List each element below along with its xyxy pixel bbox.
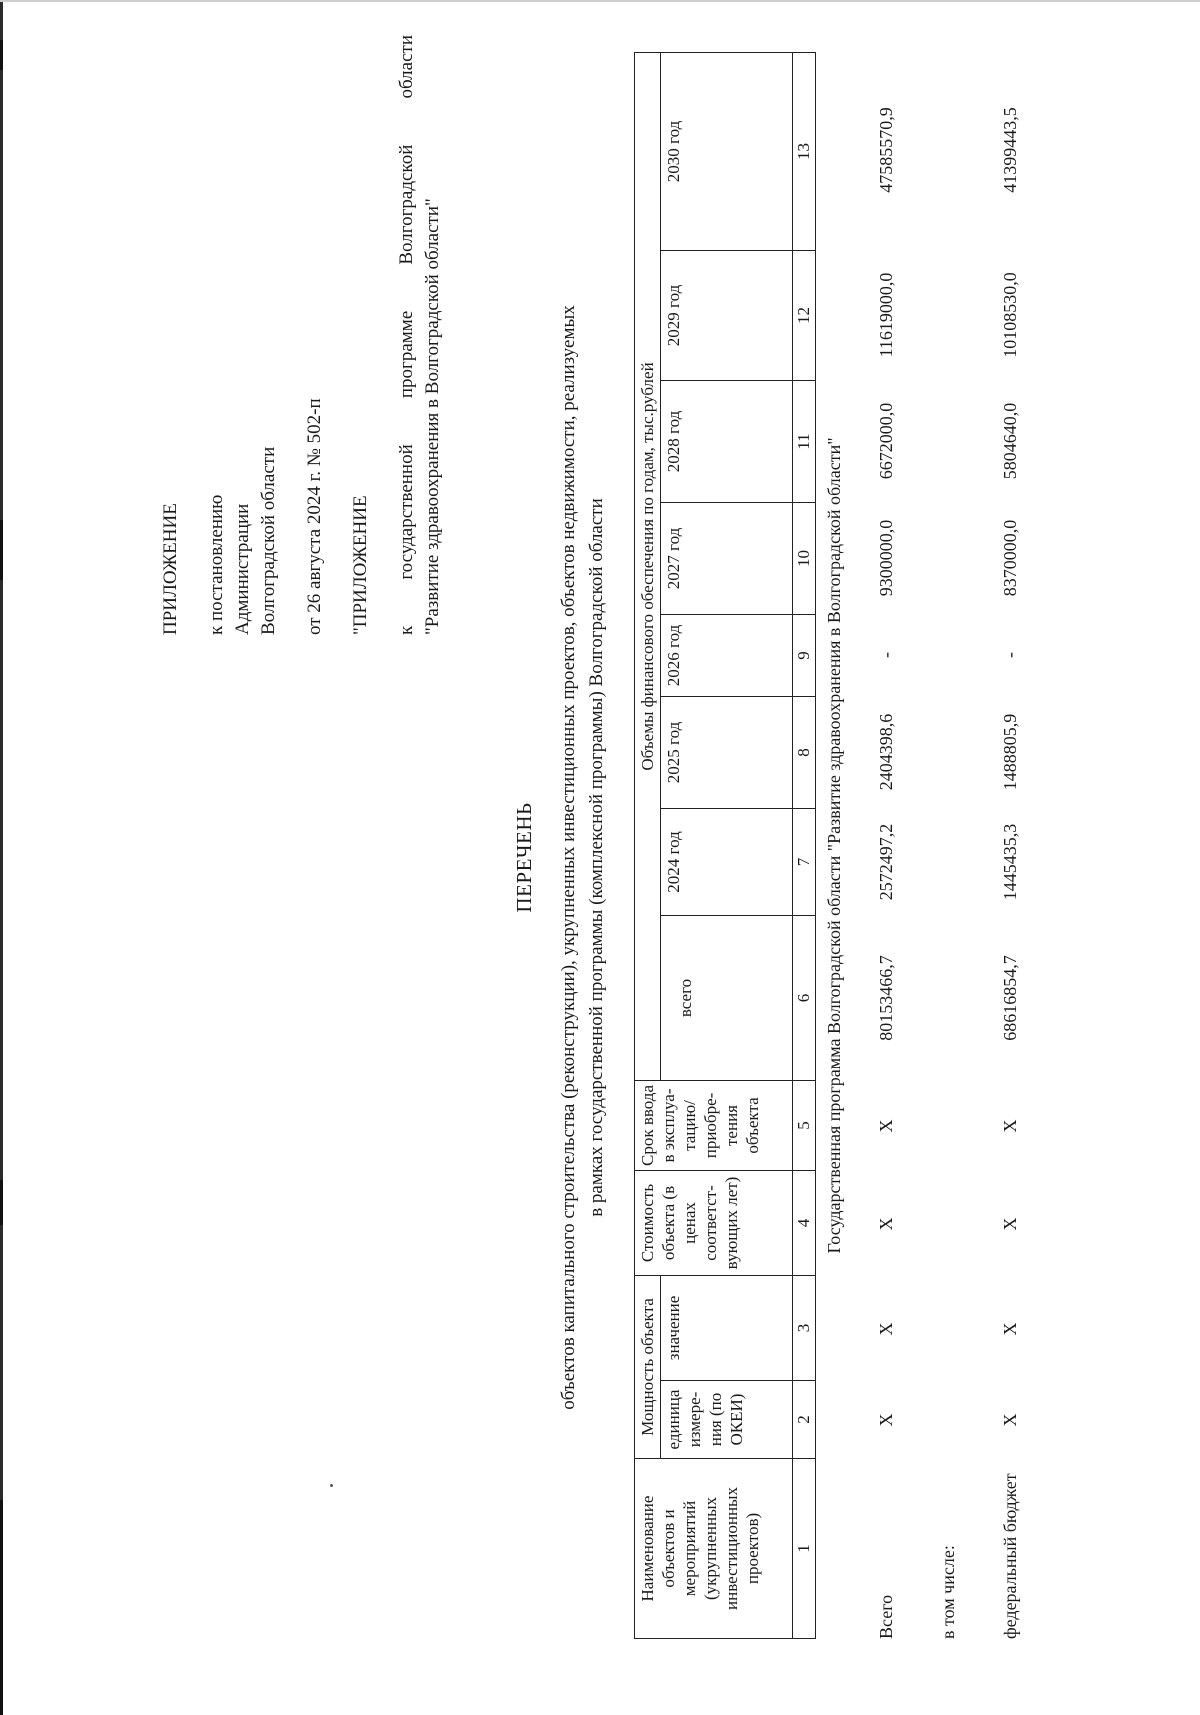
column-number: 4 — [793, 1171, 816, 1276]
column-number: 10 — [793, 503, 816, 615]
appendix-header: ПРИЛОЖЕНИЕ — [160, 503, 181, 635]
header-year-2025: 2025 год — [661, 697, 793, 809]
row-total-2030: 47585570,9 — [876, 107, 896, 193]
header-value: значение — [661, 1276, 793, 1381]
appendix-date-line: от 26 августа 2024 г. № 502-п — [304, 398, 325, 635]
header-unit: единица измере- ния (по ОКЕИ) — [661, 1381, 793, 1459]
row-federal-2027: 8370000,0 — [1000, 519, 1020, 597]
appendix-quoted: "ПРИЛОЖЕНИЕ — [350, 495, 371, 635]
header-total: всего — [661, 916, 793, 1081]
column-number: 11 — [793, 381, 816, 503]
row-total-2025: 2404398,6 — [876, 713, 896, 791]
appendix-to-resolution: к постановлению — [206, 494, 227, 635]
header-cost: Стоимость объекта (в ценах соответст- вующих лет) — [635, 1171, 793, 1276]
column-number: 7 — [793, 809, 816, 916]
row-federal-unit: X — [1000, 1413, 1020, 1427]
column-number: 13 — [793, 52, 816, 250]
row-federal-cost: X — [1000, 1217, 1020, 1231]
row-total-cost: X — [876, 1217, 896, 1231]
row-federal-2024: 1445435,3 — [1000, 823, 1020, 901]
document-title: ПЕРЕЧЕНЬ — [512, 802, 536, 913]
header-name: Наименование объектов и мероприятий (укрупненных инвестиционных проектов) — [635, 1459, 793, 1639]
row-federal-label: федеральный бюджет — [1000, 1473, 1020, 1639]
row-total-2024: 2572497,2 — [876, 823, 896, 901]
column-number: 2 — [793, 1381, 816, 1459]
header-year-2028: 2028 год — [661, 381, 793, 503]
row-federal-2026: - — [1000, 652, 1020, 658]
appendix-administration: Администрации — [232, 503, 253, 635]
column-number-row — [793, 52, 816, 1638]
header-year-2026: 2026 год — [661, 615, 793, 697]
column-number: 5 — [793, 1081, 816, 1171]
section-row — [816, 52, 848, 1638]
appendix-header-block — [158, 35, 446, 635]
column-number: 8 — [793, 697, 816, 809]
row-total-term: X — [876, 1119, 896, 1133]
row-federal-2025: 1488805,9 — [1000, 713, 1020, 791]
document-subtitle-line1: объектов капитального строительства (реконструкции), укрупненных инвестиционных проектов, объектов недвижимости, реализуемых — [558, 305, 579, 1410]
column-number: 3 — [793, 1276, 816, 1381]
row-federal-2030: 41399443,5 — [1000, 107, 1020, 193]
row-federal-value: X — [1000, 1322, 1020, 1336]
header-capacity: Мощность объекта — [635, 1276, 661, 1459]
row-total-sum: 80153466,7 — [876, 955, 896, 1041]
row-federal-2028: 5804640,0 — [1000, 402, 1020, 480]
column-number: 12 — [793, 251, 816, 381]
row-total-label: Всего — [876, 1594, 896, 1639]
including-label: в том числе: — [938, 1545, 958, 1639]
row-federal-2029: 10108530,0 — [1000, 272, 1020, 358]
row-total-value: X — [876, 1322, 896, 1336]
column-number: 6 — [793, 916, 816, 1081]
column-number: 9 — [793, 615, 816, 697]
program-reference-line2: "Развитие здравоохранения в Волгоградской области" — [422, 198, 443, 635]
header-year-2030: 2030 год — [661, 52, 793, 250]
row-federal-sum: 68616854,7 — [1000, 955, 1020, 1041]
row-total-unit: X — [876, 1413, 896, 1427]
row-total-2027: 9300000,0 — [876, 519, 896, 597]
document-subtitle-line2: в рамках государственной программы (комплексной программы) Волгоградской области — [586, 498, 607, 1217]
appendix-region: Волгоградской области — [258, 446, 279, 635]
column-number: 1 — [793, 1459, 816, 1639]
row-total-2028: 6672000,0 — [876, 402, 896, 480]
header-year-2029: 2029 год — [661, 251, 793, 381]
header-term: Срок ввода в эксплуа- тацию/ приобре- тения объекта — [635, 1081, 793, 1171]
program-reference-line1: к государственной программе Волгоградской области — [396, 35, 417, 635]
row-federal-term: X — [1000, 1119, 1020, 1133]
row-total-2029: 11619000,0 — [876, 272, 896, 358]
header-row-top — [635, 52, 661, 1638]
section-title: Государственная программа Волгоградской области "Развитие здравоохранения в Волгоградской области" — [816, 52, 848, 1638]
row-total-2026: - — [876, 652, 896, 658]
header-year-2024: 2024 год — [661, 809, 793, 916]
header-financing-volumes: Объемы финансового обеспечения по годам, тыс.рублей — [635, 52, 661, 1080]
header-row-sub — [661, 52, 793, 1638]
document-subtitle — [555, 0, 611, 1715]
objects-table — [634, 52, 847, 1639]
header-year-2027: 2027 год — [661, 503, 793, 615]
